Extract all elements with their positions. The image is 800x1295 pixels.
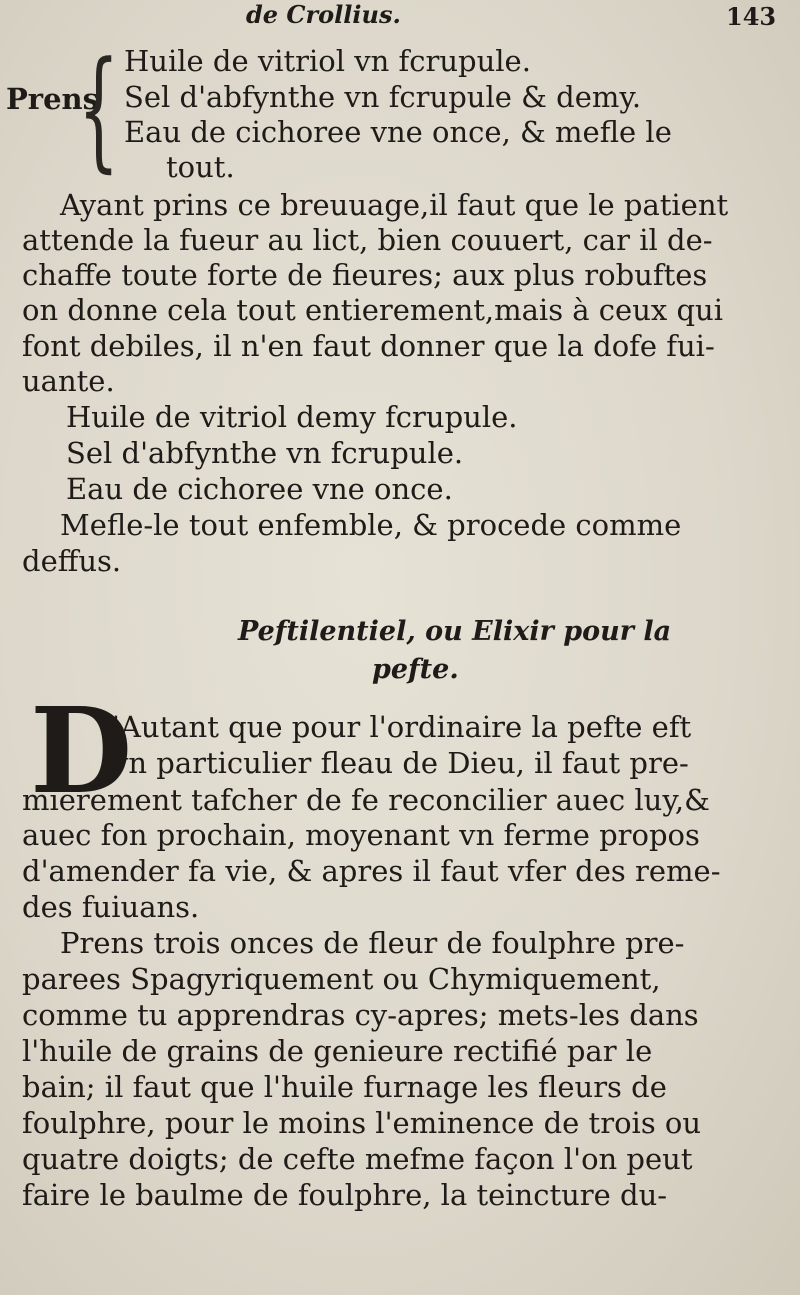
text-line: on donne cela tout entierement,mais à ceux qui	[22, 293, 723, 327]
recipe-line: Eau de cichoree vne once, & mefle le	[124, 115, 672, 149]
text-line: des fuiuans.	[22, 890, 200, 924]
recipe-line: Huile de vitriol vn fcrupule.	[124, 44, 531, 78]
drop-cap: D	[30, 681, 133, 820]
text-line: Prens trois onces de fleur de foulphre pre-	[60, 926, 685, 960]
dose-line: Eau de cichoree vne once.	[66, 472, 453, 506]
text-line: mierement tafcher de fe reconcilier auec luy,&	[22, 783, 710, 817]
recipe-line: Sel d'abfynthe vn fcrupule & demy.	[124, 80, 642, 114]
text-line: quatre doigts; de cefte mefme façon l'on peut	[22, 1142, 693, 1176]
text-line: chaffe toute forte de fieures; aux plus robuftes	[22, 258, 708, 292]
page-number: 143	[726, 2, 777, 31]
text-line: vn particulier fleau de Dieu, il faut pre-	[112, 746, 689, 780]
section-heading: pefte.	[372, 654, 459, 685]
text-line: Mefle-le tout enfemble, & procede comme	[60, 508, 682, 542]
text-line: deffus.	[22, 544, 122, 578]
text-line: parees Spagyriquement ou Chymiquement,	[22, 962, 661, 996]
dose-line: Huile de vitriol demy fcrupule.	[66, 400, 518, 434]
text-line: faire le baulme de foulphre, la teincture du-	[22, 1178, 668, 1212]
text-line: 'Autant que pour l'ordinaire la pefte eft	[112, 710, 692, 744]
recipe-line: tout.	[166, 150, 235, 184]
text-line: attende la fueur au lict, bien couuert, car il de-	[22, 223, 713, 257]
section-heading: Peftilentiel, ou Elixir pour la	[238, 616, 672, 647]
text-line: comme tu apprendras cy-apres; mets-les dans	[22, 998, 699, 1032]
text-line: foulphre, pour le moins l'eminence de trois ou	[22, 1106, 702, 1140]
text-line: uante.	[22, 364, 115, 398]
text-line: Ayant prins ce breuuage,il faut que le patient	[60, 188, 729, 222]
dose-line: Sel d'abfynthe vn fcrupule.	[66, 436, 464, 470]
text-line: l'huile de grains de genieure rectifié par le	[22, 1034, 653, 1068]
running-head: de Crollius.	[246, 0, 401, 29]
text-line: font debiles, il n'en faut donner que la dofe fui-	[22, 329, 715, 363]
text-line: bain; il faut que l'huile furnage les fleurs de	[22, 1070, 667, 1104]
brace-icon: {	[78, 33, 120, 185]
text-line: d'amender fa vie, & apres il faut vfer des reme-	[22, 854, 721, 888]
recipe-verb: Prens	[6, 82, 99, 116]
text-line: auec fon prochain, moyenant vn ferme propos	[22, 818, 700, 852]
